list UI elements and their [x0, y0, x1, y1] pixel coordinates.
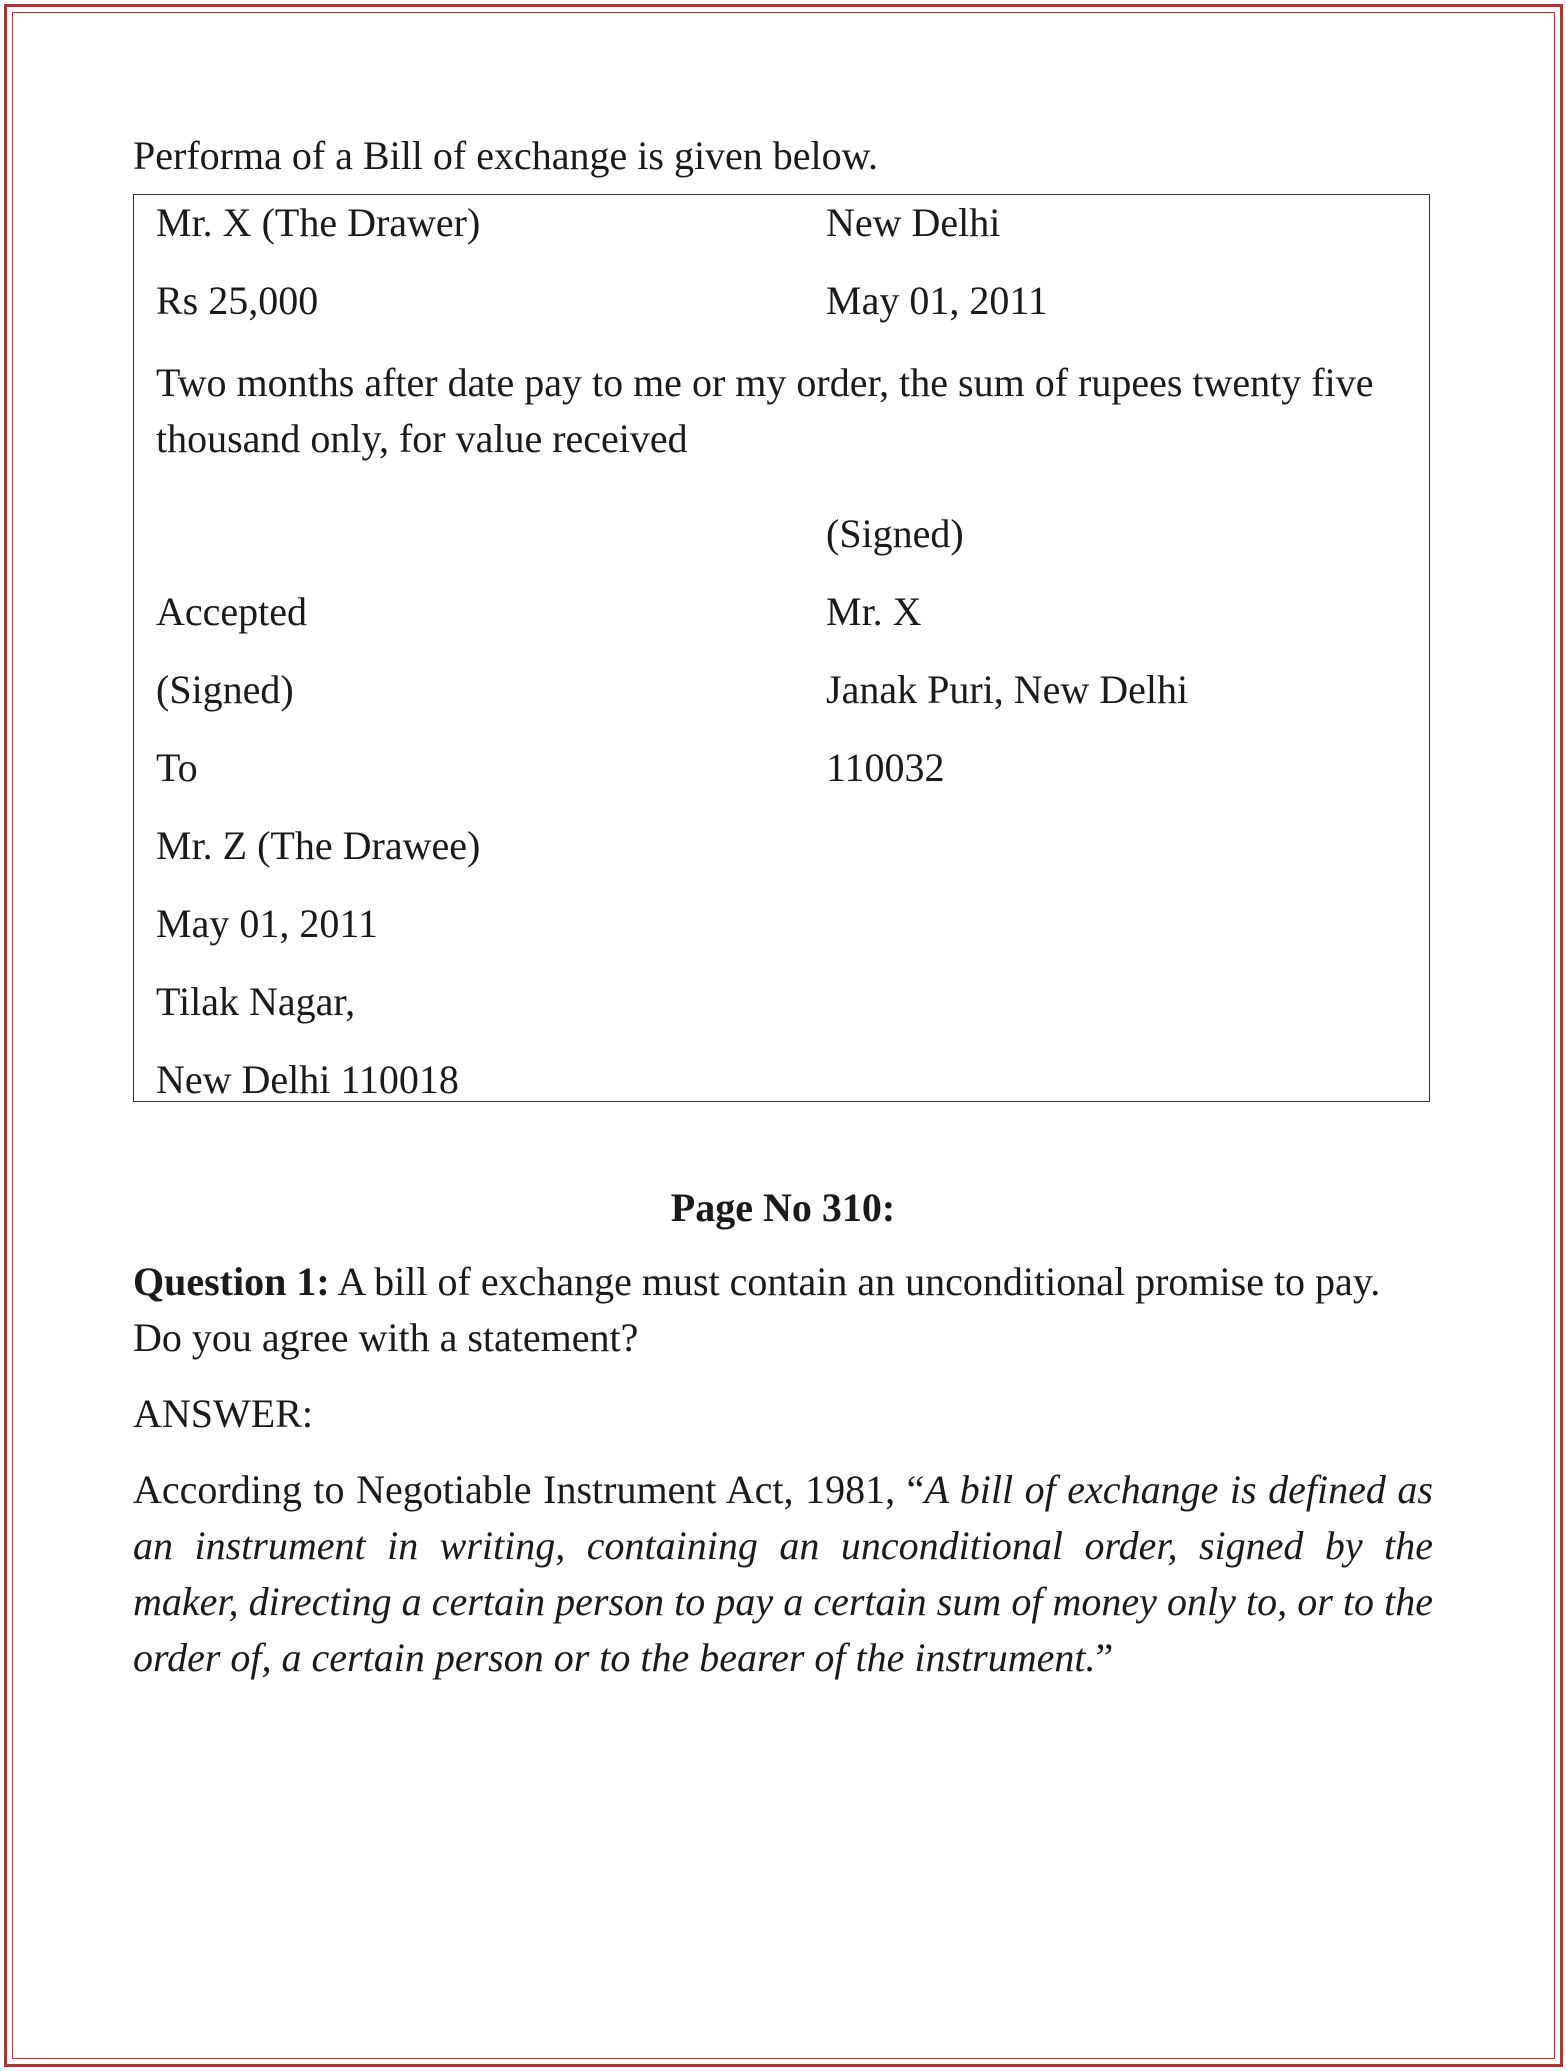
question-1 [133, 1254, 1433, 1366]
answer-text [133, 1462, 1433, 1686]
answer-quote: A bill of exchange is defined as an instrument in writing, containing an unconditional order, signed by the maker, directing a certain person to pay a certain sum of money only to, or to the order of, a certain person or to the bearer of the instrument. [133, 1467, 1433, 1680]
bill-body: Two months after date pay to me or my order, the sum of rupees twenty five thousand only, for value received [156, 360, 1374, 461]
bill-drawer-name: Mr. X [826, 589, 922, 634]
bill-accepted: Accepted [156, 589, 308, 634]
bill-drawee-city: New Delhi 110018 [156, 1057, 459, 1102]
answer-label: ANSWER: [133, 1391, 313, 1436]
bill-to: To [156, 745, 198, 790]
bill-amount: Rs 25,000 [156, 278, 319, 323]
bill-of-exchange-box [133, 194, 1430, 1102]
page-number-heading: Page No 310: [670, 1185, 896, 1230]
bill-date: May 01, 2011 [826, 278, 1048, 323]
bill-signed-drawer: (Signed) [826, 511, 964, 556]
intro-text: Performa of a Bill of exchange is given below. [133, 133, 878, 178]
bill-drawee-area: Tilak Nagar, [156, 979, 356, 1024]
document-content [133, 128, 1433, 1686]
bill-drawer-pin: 110032 [826, 745, 945, 790]
bill-signed-drawee: (Signed) [156, 667, 294, 712]
bill-drawee: Mr. Z (The Drawee) [156, 823, 481, 868]
answer-prefix: According to Negotiable Instrument Act, 1981, “ [133, 1467, 925, 1512]
bill-place: New Delhi [826, 200, 1001, 245]
bill-drawer: Mr. X (The Drawer) [156, 200, 481, 245]
question-label: Question 1: [133, 1259, 330, 1304]
bill-drawer-address: Janak Puri, New Delhi [826, 667, 1189, 712]
answer-suffix: ” [1095, 1635, 1114, 1680]
bill-accept-date: May 01, 2011 [156, 901, 378, 946]
question-text: A bill of exchange must contain an unconditional promise to pay. Do you agree with a statement? [133, 1259, 1381, 1360]
